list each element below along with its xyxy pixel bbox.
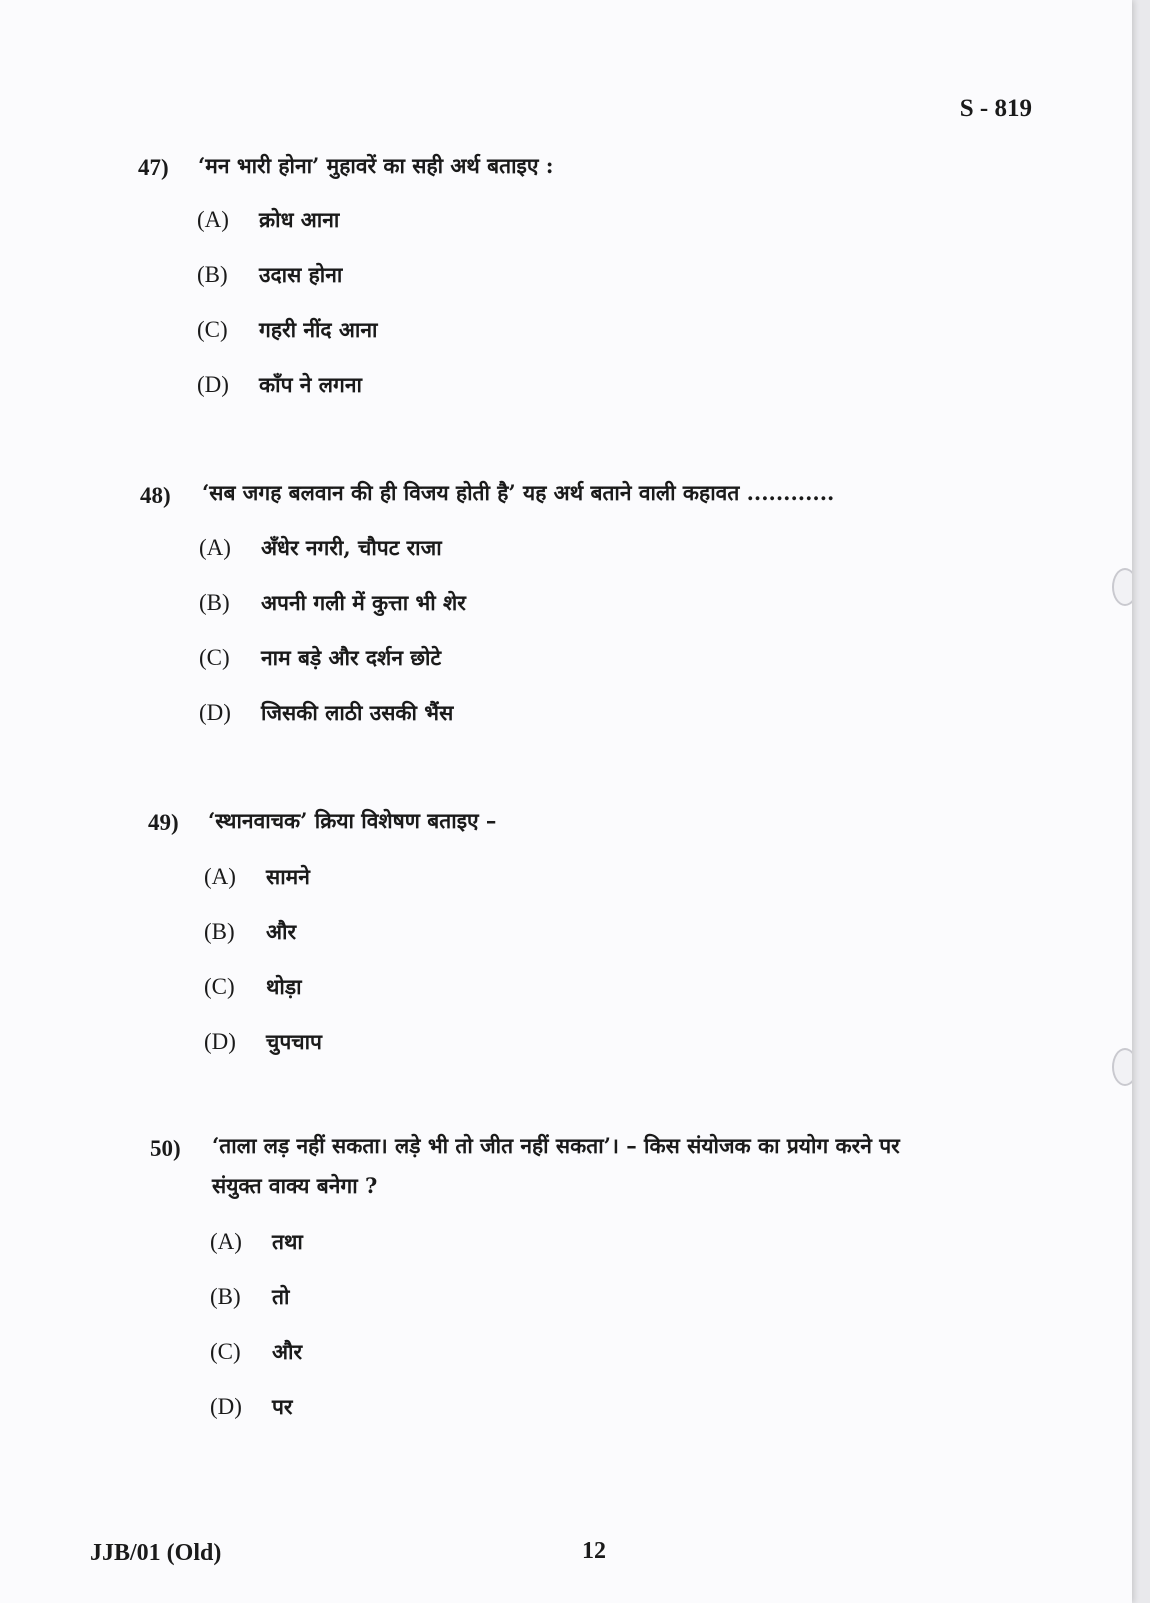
option-letter: (C) [197, 317, 228, 342]
question-text: ‘मन भारी होना’ मुहावरें का सही अर्थ बताइए : [198, 153, 554, 178]
option-letter: (A) [204, 864, 236, 889]
option-letter: (B) [197, 262, 228, 287]
question-text: ‘सब जगह बलवान की ही विजय होती है’ यह अर्थ बताने वाली कहावत ............ [202, 480, 835, 505]
punch-hole [1112, 1048, 1132, 1086]
option-d [199, 699, 453, 727]
option-letter: (D) [210, 1394, 242, 1419]
option-letter: (A) [197, 207, 229, 232]
option-b [204, 918, 296, 946]
option-text: जिसकी लाठी उसकी भैंस [261, 700, 454, 725]
option-c [197, 316, 377, 344]
option-d [204, 1028, 322, 1056]
option-d [210, 1393, 293, 1421]
option-letter: (C) [199, 645, 230, 670]
question-text-line-1: ‘ताला लड़ नहीं सकता। लड़े भी तो जीत नहीं सकता’। – किस संयोजक का प्रयोग करने पर [212, 1133, 900, 1158]
option-text: सामने [266, 864, 310, 889]
option-text: क्रोध आना [259, 207, 340, 232]
option-text: गहरी नींद आना [259, 317, 378, 342]
option-letter: (B) [210, 1284, 241, 1309]
option-text: अँधेर नगरी, चौपट राजा [261, 535, 442, 560]
option-text: और [266, 919, 297, 944]
option-letter: (C) [210, 1339, 241, 1364]
option-letter: (C) [204, 974, 235, 999]
question-number: 48) [140, 483, 171, 508]
option-letter: (B) [199, 590, 230, 615]
question-number: 50) [150, 1136, 181, 1161]
option-c [204, 973, 302, 1001]
option-letter: (D) [199, 700, 231, 725]
page-number: 12 [582, 1538, 606, 1564]
question-text: ‘स्थानवाचक’ क्रिया विशेषण बताइए – [208, 808, 497, 833]
question-text-line-2: संयुक्त वाक्य बनेगा ? [212, 1173, 378, 1198]
option-letter: (D) [204, 1029, 236, 1054]
option-text: थोड़ा [266, 974, 302, 999]
option-a [199, 534, 442, 562]
punch-hole [1112, 568, 1132, 606]
option-text: और [272, 1339, 303, 1364]
option-c [210, 1338, 302, 1366]
option-d [197, 371, 362, 399]
option-letter: (A) [199, 535, 231, 560]
option-a [210, 1228, 303, 1256]
option-letter: (D) [197, 372, 229, 397]
option-a [204, 863, 310, 891]
question-number: 49) [148, 810, 179, 835]
option-letter: (A) [210, 1229, 242, 1254]
option-c [199, 644, 441, 672]
option-text: नाम बड़े और दर्शन छोटे [261, 645, 442, 670]
option-b [197, 261, 342, 289]
option-text: चुपचाप [266, 1029, 322, 1054]
option-text: अपनी गली में कुत्ता भी शेर [261, 590, 466, 615]
option-text: पर [272, 1394, 293, 1419]
page-code: S - 819 [959, 95, 1032, 122]
option-b [210, 1283, 289, 1311]
paper-code: JJB/01 (Old) [90, 1540, 222, 1566]
option-letter: (B) [204, 919, 235, 944]
option-a [197, 206, 339, 234]
option-text: काँप ने लगना [259, 372, 362, 397]
question-number: 47) [138, 155, 169, 180]
option-text: तथा [272, 1229, 303, 1254]
option-text: उदास होना [259, 262, 343, 287]
option-text: तो [272, 1284, 290, 1309]
option-b [199, 589, 466, 617]
